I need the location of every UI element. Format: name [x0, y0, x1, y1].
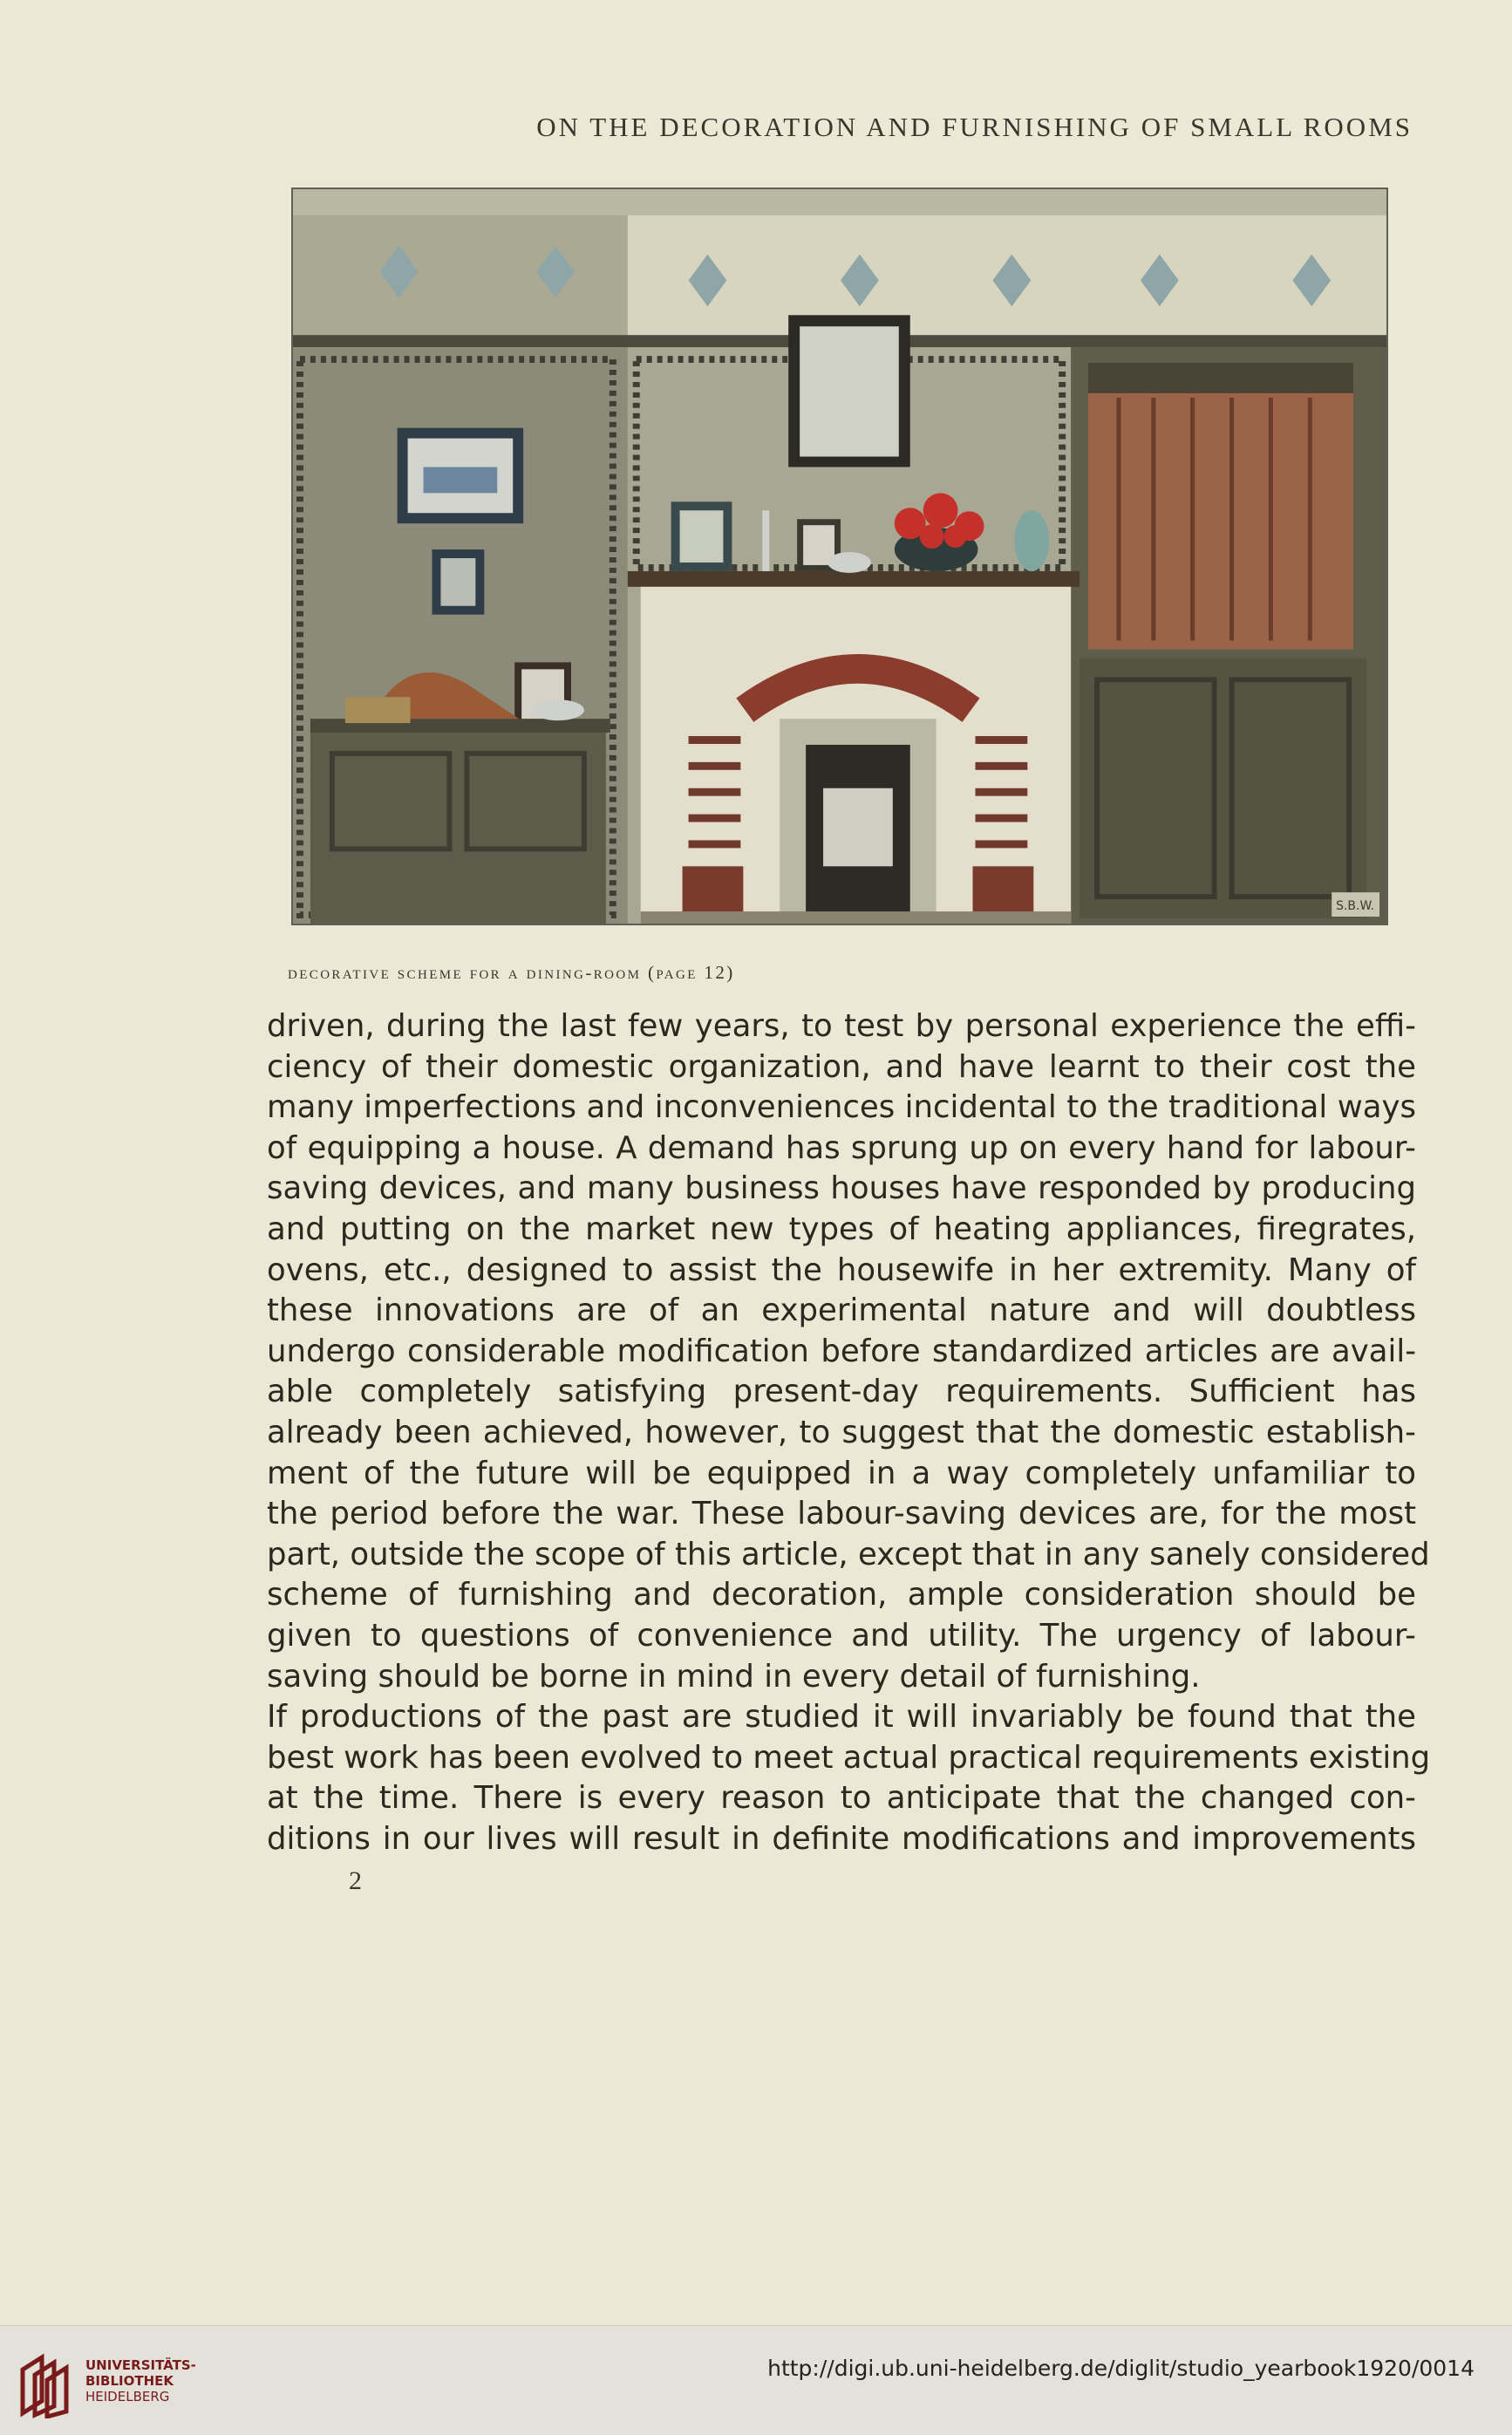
library-logo-icon[interactable]	[16, 2352, 72, 2418]
text-line: scheme of furnishing and decoration, ample consideration should be	[267, 1577, 1416, 1613]
text-line: of equipping a house. A demand has sprung up on every hand for labour-	[267, 1129, 1416, 1166]
text-line: driven, during the last few years, to test by personal experience the effi-	[267, 1008, 1416, 1044]
text-line: ment of the future will be equipped in a way completely unfamiliar to	[267, 1455, 1416, 1491]
text-line: at the time. There is every reason to anticipate that the changed con-	[267, 1780, 1416, 1817]
library-name-line3: HEIDELBERG	[85, 2389, 170, 2404]
text-line: best work has been evolved to meet actual practical requirements existing	[267, 1739, 1431, 1776]
text-line: these innovations are of an experimental nature and will doubtless	[267, 1293, 1416, 1329]
dining-room-illustration	[293, 189, 1386, 924]
running-head: ON THE DECORATION AND FURNISHING OF SMALL ROOMS	[536, 112, 1413, 142]
illustration-plate	[291, 188, 1388, 925]
text-line: If productions of the past are studied it will invariably be found that the	[267, 1699, 1416, 1736]
text-line: part, outside the scope of this article, except that in any sanely considered	[267, 1536, 1430, 1572]
library-name	[85, 2357, 196, 2404]
library-footer	[0, 2325, 1512, 2435]
text-line: the period before the war. These labour-saving devices are, for the most	[267, 1496, 1416, 1532]
text-line: undergo considerable modification before standardized articles are avail-	[267, 1333, 1416, 1369]
text-line: many imperfections and inconveniences incidental to the traditional ways	[267, 1089, 1416, 1126]
body-text	[267, 1006, 1431, 1859]
text-line: saving should be borne in mind in every detail of furnishing.	[267, 1658, 1201, 1695]
library-name-line2: BIBLIOTHEK	[85, 2373, 174, 2389]
text-line: already been achieved, however, to suggest that the domestic establish-	[267, 1414, 1416, 1450]
text-line: saving devices, and many business houses have responded by producing	[267, 1170, 1416, 1207]
text-line: able completely satisfying present-day requirements. Sufficient has	[267, 1374, 1416, 1410]
text-line: ciency of their domestic organization, and have learnt to their cost the	[267, 1048, 1416, 1085]
permalink-url[interactable]: http://digi.ub.uni-heidelberg.de/diglit/studio_yearbook1920/0014	[767, 2356, 1475, 2381]
artist-monogram: S.B.W.	[1336, 899, 1375, 914]
page-number: 2	[349, 1866, 362, 1895]
text-line: ovens, etc., designed to assist the housewife in her extremity. Many of	[267, 1252, 1416, 1288]
text-line: ditions in our lives will result in definite modifications and improvements	[267, 1820, 1416, 1857]
plate-caption: decorative scheme for a dining-room (page 12)	[288, 962, 735, 983]
text-line: and putting on the market new types of heating appliances, firegrates,	[267, 1211, 1416, 1247]
text-line: given to questions of convenience and utility. The urgency of labour-	[267, 1617, 1416, 1654]
library-name-line1: UNIVERSITÄTS-	[85, 2357, 196, 2373]
